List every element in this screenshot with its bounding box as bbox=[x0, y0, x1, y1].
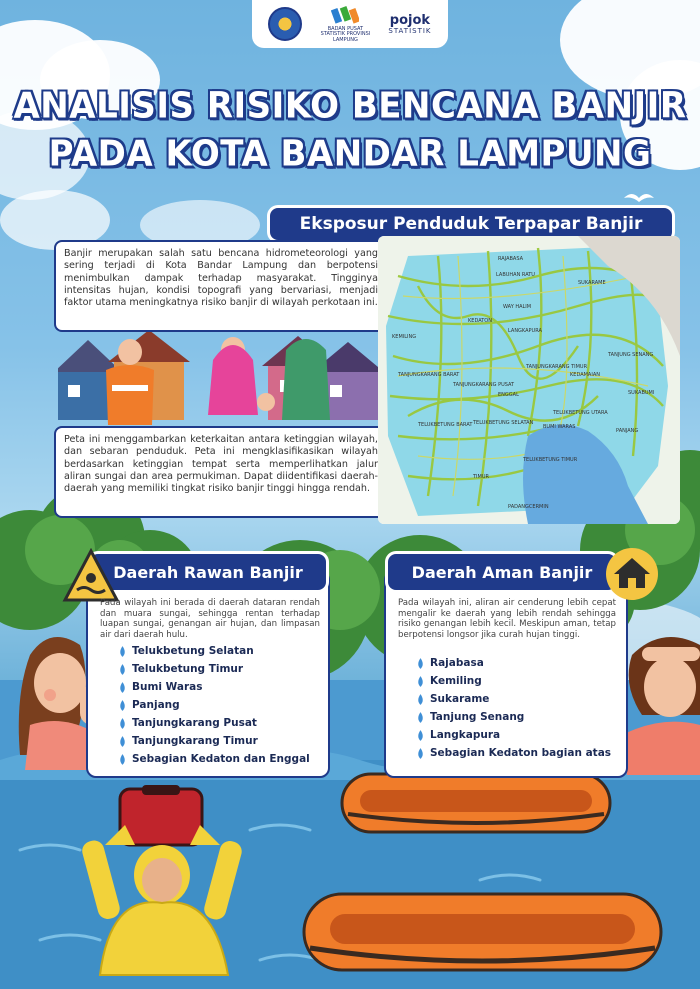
map-label: TANJUNGKARANG TIMUR bbox=[526, 364, 588, 370]
safe-house-icon bbox=[604, 546, 660, 602]
map-description-text: Peta ini menggambarkan keterkaitan antara ketinggian wilayah, dan sebaran penduduk. Peta ini mengklasifikasikan wilayah berdasarkan ketinggian tempat serta memperlihatkan jalur aliran sungai dan area permukiman. Dapat diidentifikasi daerah-daerah yang memiliki tingkat risiko banjir tinggi hingga rendah. bbox=[64, 434, 378, 495]
flood-warning-sign-icon bbox=[62, 548, 120, 604]
list-item: Tanjungkarang Pusat bbox=[118, 714, 310, 732]
aman-banjir-intro: Pada wilayah ini, aliran air cenderung lebih cepat mengalir ke daerah yang lebih rendah sehingga risiko genangan lebih kecil. Meskipun aman, tetap berpotensi longsor jika curah hujan tinggi. bbox=[398, 598, 616, 641]
woman-looking-illustration bbox=[622, 625, 700, 775]
rubber-boat-upper bbox=[338, 770, 614, 838]
map-label: LABUHAN RATU bbox=[496, 272, 535, 278]
water-drop-icon bbox=[118, 700, 127, 711]
exposure-heading: Eksposur Penduduk Terpapar Banjir bbox=[299, 214, 643, 234]
map-label: KEMILING bbox=[392, 334, 417, 340]
map-label: WAY HALIM bbox=[503, 304, 532, 310]
pojok-statistik-logo bbox=[388, 14, 431, 35]
list-item: Telukbetung Timur bbox=[118, 660, 310, 678]
rawan-banjir-heading-banner bbox=[90, 554, 326, 590]
map-label: TELUKBETUNG BARAT bbox=[418, 422, 473, 428]
aman-banjir-heading: Daerah Aman Banjir bbox=[411, 562, 593, 582]
list-item: Telukbetung Selatan bbox=[118, 642, 310, 660]
map-label: PADANGCERMIN bbox=[508, 504, 549, 510]
bps-logo bbox=[315, 5, 375, 44]
exposure-intro-box bbox=[54, 240, 386, 332]
map-label: SUKABUMI bbox=[628, 390, 655, 396]
water-drop-icon bbox=[416, 694, 425, 705]
rawan-banjir-heading: Daerah Rawan Banjir bbox=[113, 562, 303, 582]
map-label: KEDATON bbox=[468, 318, 492, 324]
map-label: TANJUNG SENANG bbox=[608, 352, 654, 358]
bird-icon bbox=[624, 190, 654, 204]
water-drop-icon bbox=[416, 658, 425, 669]
list-item: Tanjung Senang bbox=[416, 708, 611, 726]
map-label: TELUKBETUNG TIMUR bbox=[523, 457, 578, 463]
map-label: TELUKBETUNG UTARA bbox=[553, 410, 608, 416]
exposure-intro-text: Banjir merupakan salah satu bencana hidrometeorologi yang sering terjadi di Kota Bandar Lampung dan berpotensi menimbulkan dampak terhadap masyarakat. Tingginya intensitas hujan, kondisi topografi yang bervariasi, menjadi faktor utama meningkatnya risiko banjir di wilayah perkotaan ini. bbox=[64, 248, 378, 309]
water-drop-icon bbox=[416, 712, 425, 723]
map-label: TANJUNGKARANG BARAT bbox=[398, 372, 460, 378]
water-drop-icon bbox=[118, 754, 127, 765]
list-item: Langkapura bbox=[416, 726, 611, 744]
list-item: Panjang bbox=[118, 696, 310, 714]
map-graphic bbox=[378, 236, 680, 524]
map-label: ENGGAL bbox=[498, 392, 519, 398]
map-label: PANJANG bbox=[616, 428, 639, 434]
water-drop-icon bbox=[416, 748, 425, 759]
page-title-line-1: ANALISIS RISIKO BENCANA BANJIR bbox=[13, 85, 687, 127]
aman-banjir-heading-banner bbox=[388, 554, 616, 590]
logo-bar bbox=[252, 0, 448, 48]
bps-icon bbox=[331, 5, 359, 27]
rubber-boat-lower bbox=[300, 890, 665, 976]
water-drop-icon bbox=[118, 664, 127, 675]
aman-banjir-list bbox=[416, 654, 611, 762]
list-item: Rajabasa bbox=[416, 654, 611, 672]
man-carrying-suitcase-illustration bbox=[80, 785, 250, 989]
map-label: BUMI WARAS bbox=[543, 424, 576, 430]
rawan-banjir-intro: Pada wilayah ini berada di daerah dataran rendah dan muara sungai, sehingga rentan terhadap luapan sungai, genangan air hujan, dan limpasan air dari daerah hulu. bbox=[100, 598, 320, 641]
map-label: SUKARAME bbox=[578, 280, 606, 286]
list-item: Bumi Waras bbox=[118, 678, 310, 696]
list-item: Sebagian Kedaton dan Enggal bbox=[118, 750, 310, 768]
list-item: Tanjungkarang Timur bbox=[118, 732, 310, 750]
water-drop-icon bbox=[118, 646, 127, 657]
list-item: Sukarame bbox=[416, 690, 611, 708]
map-label: TANJUNGKARANG PUSAT bbox=[453, 382, 515, 388]
map-description-box bbox=[54, 426, 386, 518]
page-title-line-2: PADA KOTA BANDAR LAMPUNG bbox=[48, 133, 652, 175]
rawan-banjir-list bbox=[118, 642, 310, 768]
list-item: Sebagian Kedaton bagian atas bbox=[416, 744, 611, 762]
water-drop-icon bbox=[118, 736, 127, 747]
map-label: KEDAMAIAN bbox=[570, 372, 600, 378]
map-label: TELUKBETUNG SELATAN bbox=[473, 420, 534, 426]
pojok-sub: STATISTIK bbox=[388, 26, 432, 35]
map-label: RAJABASA bbox=[498, 256, 524, 262]
water-drop-icon bbox=[118, 718, 127, 729]
water-drop-icon bbox=[118, 682, 127, 693]
map-label: LANGKAPURA bbox=[508, 328, 542, 334]
map-label: TIMUR bbox=[473, 474, 489, 480]
water-drop-icon bbox=[416, 730, 425, 741]
water-drop-icon bbox=[416, 676, 425, 687]
list-item: Kemiling bbox=[416, 672, 611, 690]
bps-caption: BADAN PUSAT STATISTIK PROVINSI LAMPUNG bbox=[320, 25, 371, 43]
pojok-brand: pojok bbox=[389, 12, 431, 28]
family-evacuation-illustration bbox=[58, 330, 378, 430]
flood-risk-map bbox=[378, 236, 680, 524]
lampung-province-emblem-icon bbox=[268, 7, 302, 41]
